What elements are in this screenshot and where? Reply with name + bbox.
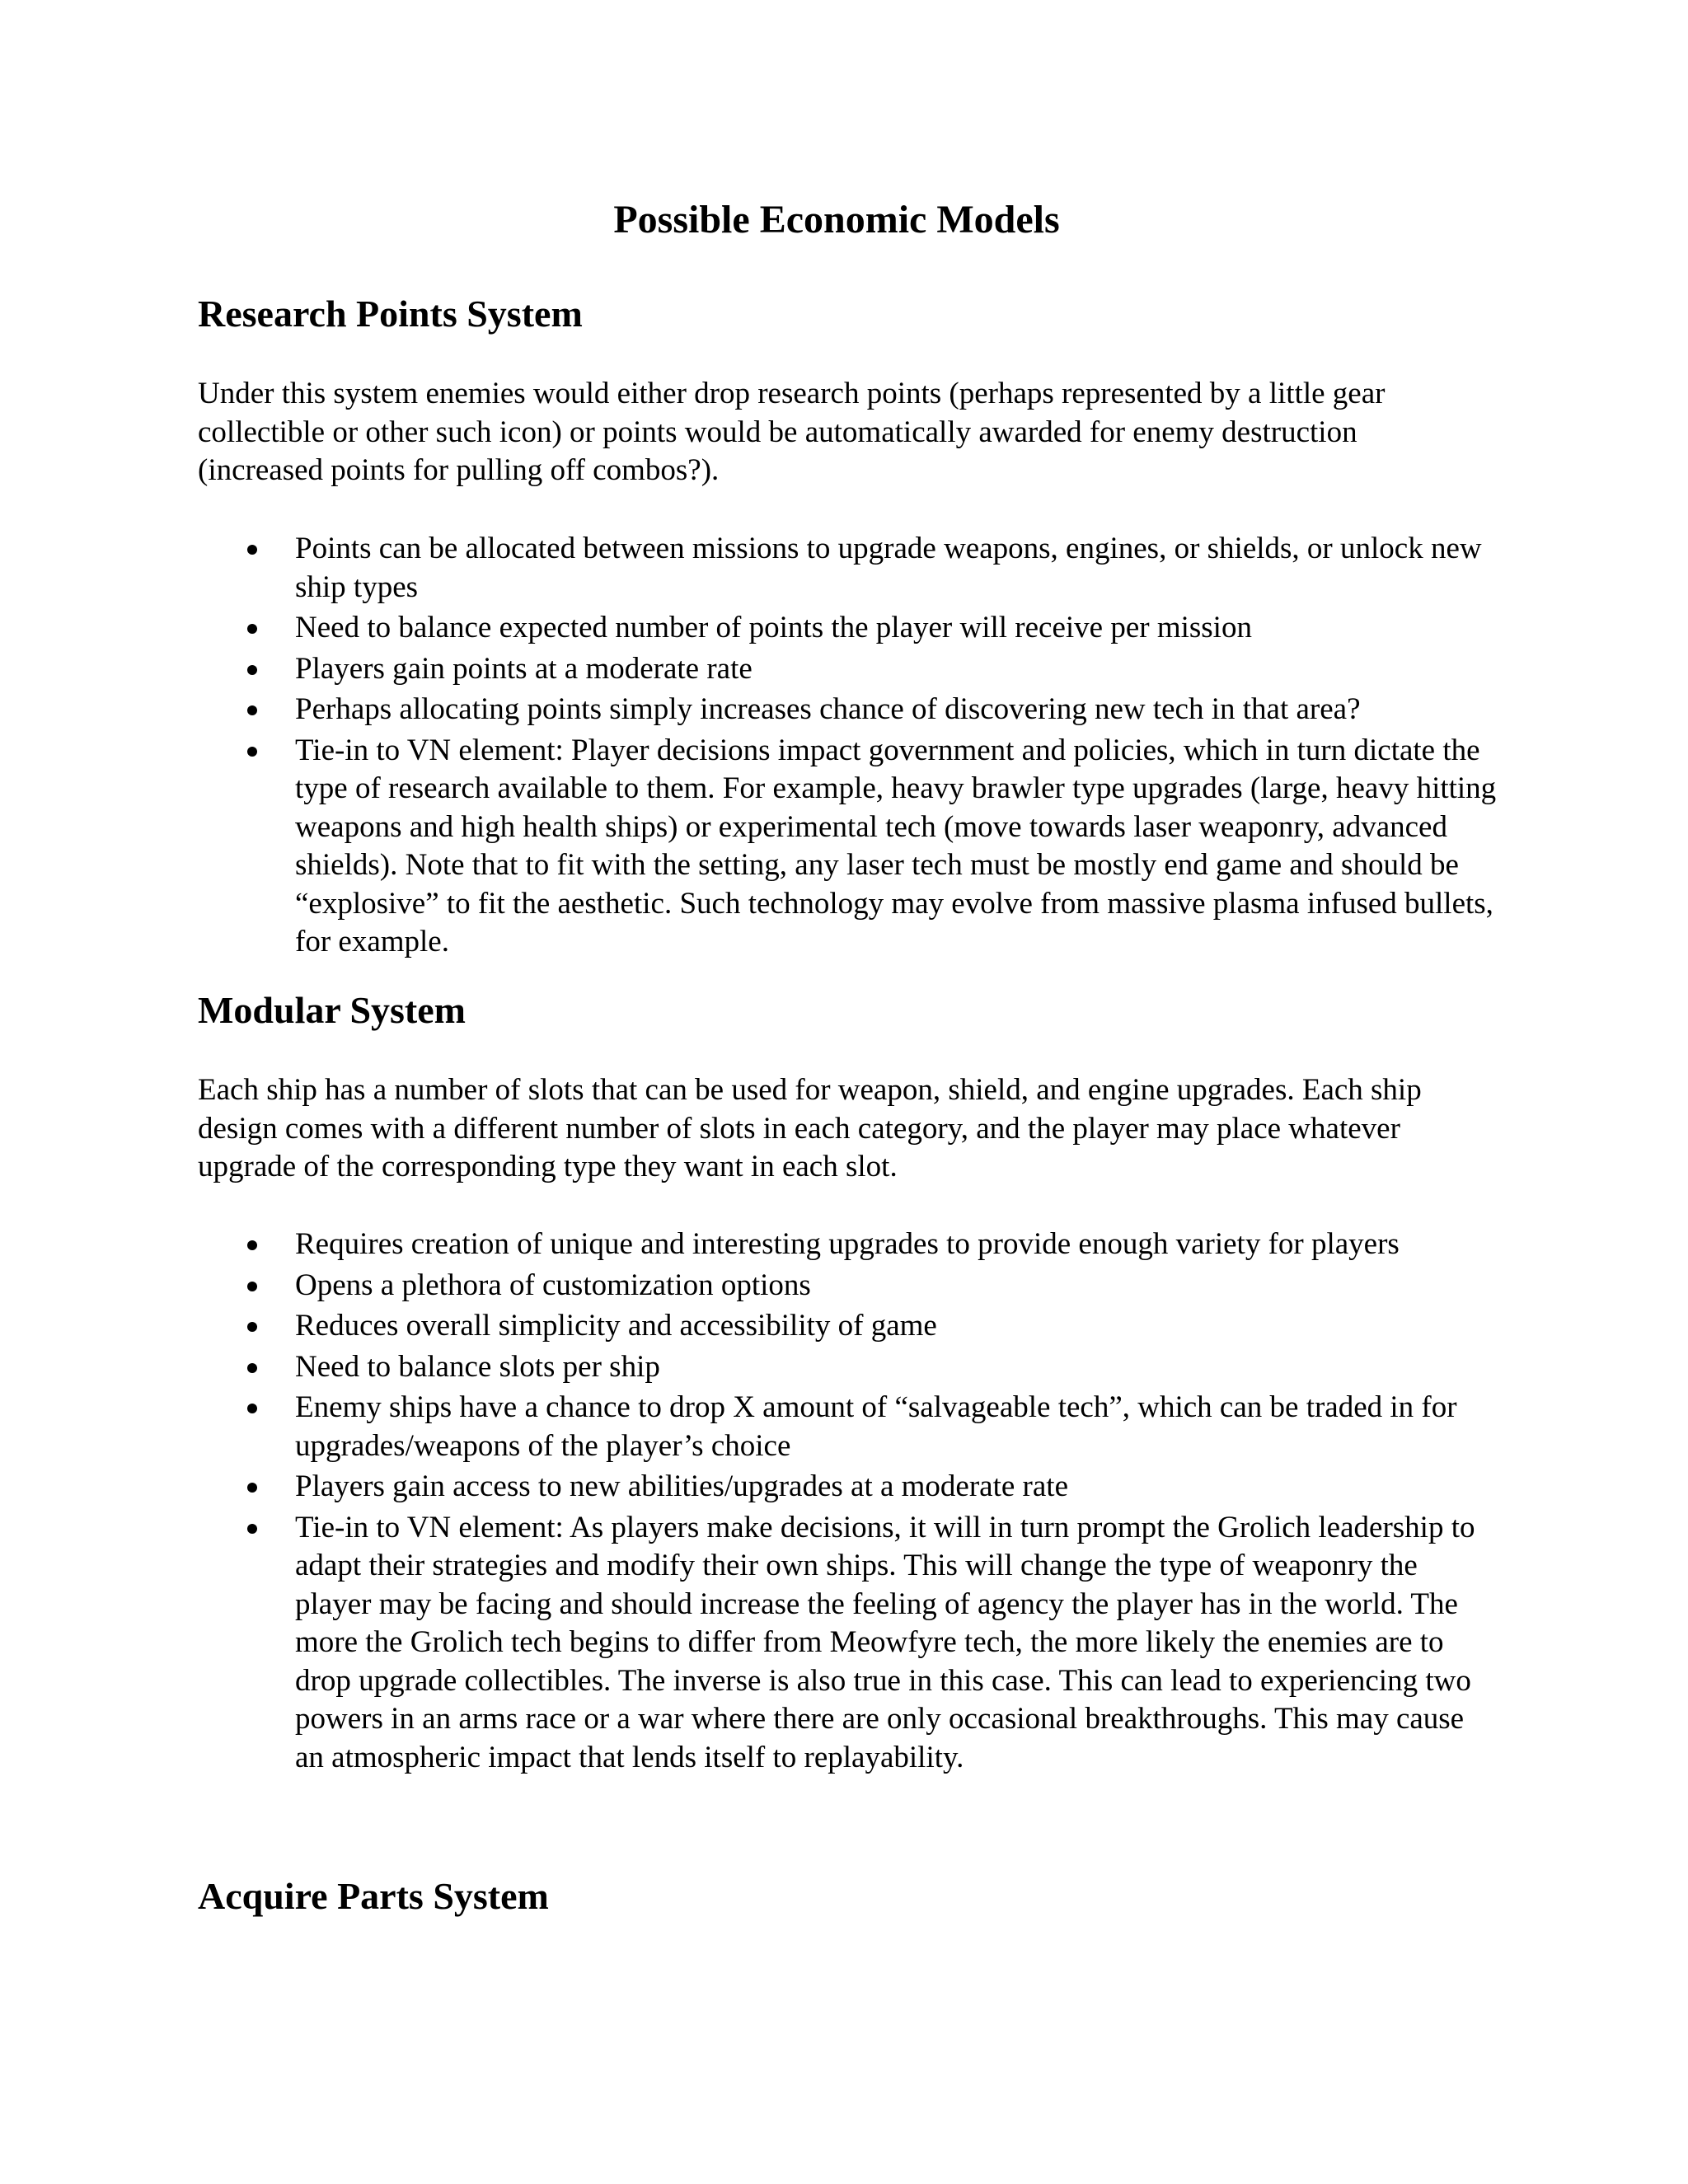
list-item: Points can be allocated between missions to upgrade weapons, engines, or shields, or unlock new ship types — [198, 530, 1500, 607]
bullet-dot-icon — [247, 747, 257, 757]
bullet-dot-icon — [247, 545, 257, 555]
bullet-dot-icon — [247, 624, 257, 634]
bullet-dot-icon — [247, 1240, 257, 1250]
bullet-dot-icon — [247, 705, 257, 715]
list-item: Tie-in to VN element: As players make decisions, it will in turn prompt the Grolich leadership to adapt their strategies and modify their own ships. This will change the type of weaponry the player may be facing and should increase the feeling of agency the player has in the world. The more the Grolich tech begins to differ from Meowfyre tech, the more likely the enemies are to drop upgrade collectibles. The inverse is also true in this case. This can lead to experiencing two powers in an arms race or a war where there are only occasional breakthroughs. This may cause an atmospheric impact that lends itself to replayability. — [198, 1509, 1500, 1778]
list-item: Tie-in to VN element: Player decisions impact government and policies, which in turn dictate the type of research available to them. For example, heavy brawler type upgrades (large, heavy hitting weapons and high health ships) or experimental tech (move towards laser weaponry, advanced shields). Note that to fit with the setting, any laser tech must be mostly end game and should be “explosive” to fit the aesthetic. Such technology may evolve from massive plasma infused bullets, for example. — [198, 732, 1500, 962]
document-title: Possible Economic Models — [613, 198, 1060, 241]
bullet-list-modular — [198, 1226, 1500, 1779]
bullet-dot-icon — [247, 1483, 257, 1493]
list-item: Opens a plethora of customization options — [198, 1267, 1500, 1305]
section-heading-modular: Modular System — [198, 989, 466, 1031]
list-item: Players gain points at a moderate rate — [198, 650, 1500, 689]
section-heading-acquire-parts: Acquire Parts System — [198, 1875, 549, 1917]
bullet-dot-icon — [247, 1363, 257, 1373]
bullet-dot-icon — [247, 1322, 257, 1332]
bullet-dot-icon — [247, 1404, 257, 1413]
list-item: Players gain access to new abilities/upgrades at a moderate rate — [198, 1468, 1500, 1507]
section-paragraph-research-points: Under this system enemies would either drop research points (perhaps represented by a little gear collectible or other such icon) or points would be automatically awarded for enemy destruction (increased points for pulling off combos?). — [198, 377, 1386, 487]
bullet-list-research-points — [198, 530, 1500, 964]
section-paragraph-modular: Each ship has a number of slots that can be used for weapon, shield, and engine upgrades. Each ship design comes with a different number of slots in each category, and the player may place whatever upgrade of the corresponding type they want in each slot. — [198, 1073, 1422, 1183]
bullet-dot-icon — [247, 1282, 257, 1291]
section-heading-research-points: Research Points System — [198, 293, 583, 335]
list-item: Reduces overall simplicity and accessibility of game — [198, 1307, 1500, 1346]
list-item: Need to balance expected number of points the player will receive per mission — [198, 609, 1500, 648]
list-item: Perhaps allocating points simply increases chance of discovering new tech in that area? — [198, 691, 1500, 729]
list-item: Requires creation of unique and interesting upgrades to provide enough variety for players — [198, 1226, 1500, 1264]
bullet-dot-icon — [247, 665, 257, 675]
list-item: Enemy ships have a chance to drop X amount of “salvageable tech”, which can be traded in for upgrades/weapons of the player’s choice — [198, 1389, 1500, 1465]
bullet-dot-icon — [247, 1524, 257, 1534]
list-item: Need to balance slots per ship — [198, 1348, 1500, 1387]
